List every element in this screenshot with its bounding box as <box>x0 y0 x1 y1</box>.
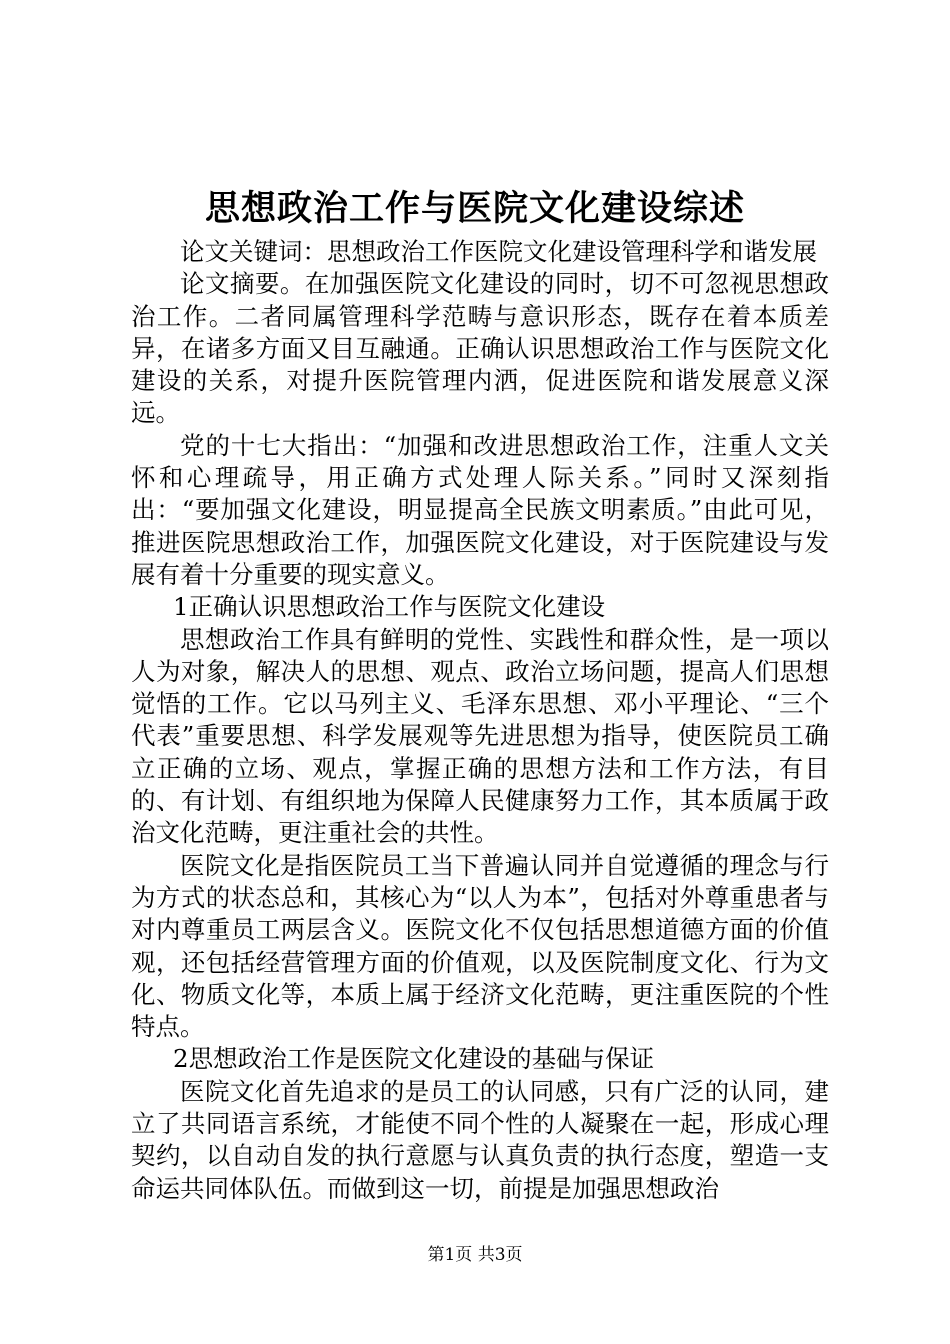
page-footer: 第1页 共3页 <box>427 1245 523 1265</box>
body-paragraph: 党的十七大指出：“加强和改进思想政治工作，注重人文关怀和心理疏导，用正确方式处理人际关系。”同时又深刻指出：“要加强文化建设，明显提高全民族文明素质。”由此可见，推进医院思想政治工作，加强医院文化建设，对于医院建设与发展有着十分重要的现实意义。 <box>131 430 829 589</box>
document-title: 思想政治工作与医院文化建设综述 <box>204 188 745 229</box>
section-heading-2: 2思想政治工作是医院文化建设的基础与保证 <box>173 1044 655 1074</box>
body-paragraph: 医院文化是指医院员工当下普遍认同并自觉遵循的理念与行为方式的状态总和，其核心为“以人为本”，包括对外尊重患者与对内尊重员工两层含义。医院文化不仅包括思想道德方面的价值观，还包括经营管理方面的价值观，以及医院制度文化、行为文化、物质文化等，本质上属于经济文化范畴，更注重医院的个性特点。 <box>131 850 829 1042</box>
keywords-paragraph: 论文关键词：思想政治工作医院文化建设管理科学和谐发展 <box>180 237 817 266</box>
body-paragraph: 医院文化首先追求的是员工的认同感，只有广泛的认同，建立了共同语言系统，才能使不同个性的人凝聚在一起，形成心理契约，以自动自发的执行意愿与认真负责的执行态度，塑造一支命运共同体队伍。而做到这一切，前提是加强思想政治 <box>131 1076 829 1203</box>
abstract-paragraph: 论文摘要。在加强医院文化建设的同时，切不可忽视思想政治工作。二者同属管理科学范畴与意识形态，既存在着本质差异，在诸多方面又目互融通。正确认识思想政治工作与医院文化建设的关系，对提升医院管理内洒，促进医院和谐发展意义深远。 <box>131 269 829 428</box>
body-paragraph: 思想政治工作具有鲜明的党性、实践性和群众性，是一项以人为对象，解决人的思想、观点、政治立场问题，提高人们思想觉悟的工作。它以马列主义、毛泽东思想、邓小平理论、“三个代表”重要思想、科学发展观等先进思想为指导，使医院员工确立正确的立场、观点，掌握正确的思想方法和工作方法，有目的、有计划、有组织地为保障人民健康努力工作，其本质属于政治文化范畴，更注重社会的共性。 <box>131 624 829 848</box>
section-heading-1: 1正确认识思想政治工作与医院文化建设 <box>173 592 606 622</box>
document-body <box>131 236 829 1205</box>
